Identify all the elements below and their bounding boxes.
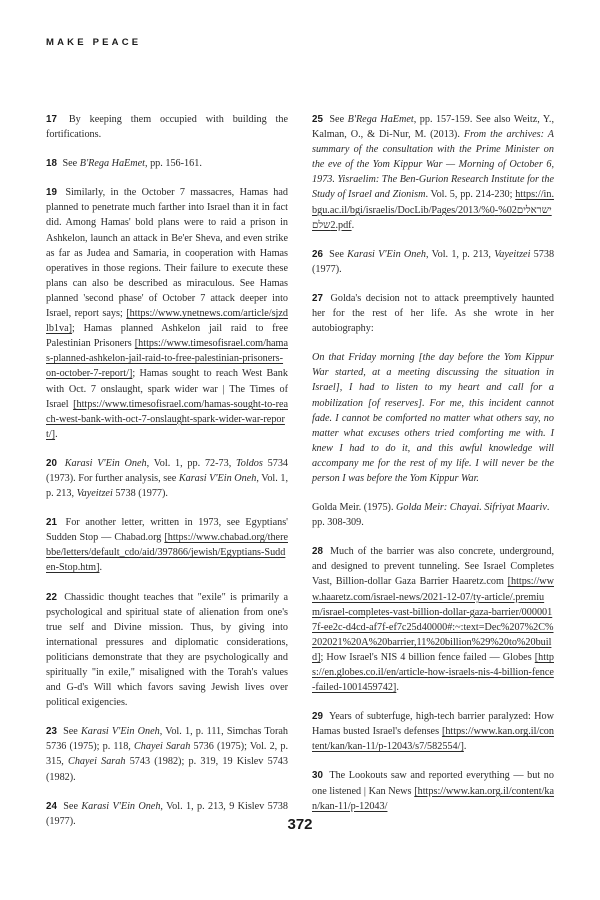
footnote-number: 26	[312, 248, 323, 260]
footnote-text: 5734 (1973). For further analysis, see	[46, 457, 289, 484]
footnote-text: ; How Israel's NIS 4 billion fence failed — Globes	[320, 651, 532, 663]
quote-citation	[312, 500, 554, 530]
footnote-text: , Vol. 1, p. 111, Simchas Torah 5736 (1975); p. 118,	[46, 726, 289, 753]
footnote-title: Chayei Sarah	[134, 741, 191, 753]
footnote-link[interactable]: https://in.bgu.ac.il/bgi/israelis/DocLib/Pages/2013/ישראלים%02-%02שלם.pdf	[312, 189, 554, 231]
footnote-text: 5738 (1977).	[312, 248, 555, 275]
footnote-27	[312, 291, 554, 336]
footnote-26	[312, 247, 554, 277]
footnote-text: Golda's decision not to attack preemptively haunted her for the rest of her life. As she wrote in her autobiography:	[312, 292, 555, 335]
citation-text: Golda Meir. (1975).	[312, 502, 394, 514]
footnote-28	[312, 544, 554, 695]
footnote-text: , pp. 157-159. See also Weitz, Y., Kalman, O., & Di-Nur, M. (2013).	[312, 114, 555, 141]
running-header: MAKE PEACE	[46, 37, 142, 48]
citation-title: Golda Meir: Chayai. Sifriyat Maariv	[396, 502, 547, 514]
footnote-link[interactable]: [https://www.ynetnews.com/article/sjzdlb1va]	[46, 308, 289, 335]
footnote-text: ; Hamas planned Ashkelon jail raid to free Palestinian Prisoners	[46, 323, 288, 350]
footnote-22	[46, 590, 288, 711]
footnote-19	[46, 185, 288, 442]
footnote-link[interactable]: [https://en.globes.co.il/en/article-how-israels-nis-4-billion-fence-failed-1001459742]	[312, 651, 554, 694]
footnote-number: 19	[46, 187, 57, 199]
footnote-link[interactable]: [https://www.haaretz.com/israel-news/2021-12-07/ty-article/.premium/israel-completes-vast-billion-dollar-gaza-barrier/0000017f-ee2c-d4cd-af7f-ef7c25d40000#:~:text=Dec%207%2C%202021%20A%20barrier,11%20billion%29%20to%20build]	[312, 576, 554, 663]
footnote-text: Chassidic thought teaches that "exile" is primarily a psychological and spiritual state of alienation from one's true self and Divine mission. Thus, by giving into international pressures and diplomatic considerations, politicians demonstrate that they are psychologically and spiritually "in exile," misaligned with the Torah's values and G-d's Will which favors saving Jewish lives over political exigencies.	[46, 591, 288, 709]
footnote-text: .	[463, 741, 467, 753]
footnote-title: Chayei Sarah	[68, 756, 126, 768]
footnote-text: , pp. 156-161.	[144, 158, 202, 170]
footnote-text: .	[55, 428, 58, 440]
footnote-number: 25	[312, 114, 323, 125]
footnote-number: 22	[46, 591, 57, 603]
footnote-number: 21	[46, 517, 57, 529]
footnote-title: Karasi V'Ein Oneh	[81, 726, 160, 738]
footnote-text: See	[63, 800, 78, 812]
footnote-text: By keeping them occupied with building the fortifications.	[46, 114, 289, 141]
footnote-text: . Vol. 5, pp. 214-230;	[425, 189, 513, 201]
footnote-title: Karasi V'Ein Oneh	[81, 800, 161, 812]
footnote-text: 5736 (1975); Vol. 2, p. 315,	[46, 741, 288, 768]
footnotes-right-column	[312, 112, 554, 828]
footnote-text: Much of the barrier was also concrete, underground, and designed to prevent tunneling. See Israel Completes Vast, Billion-dollar Gaza Barrier Haaretz.com	[312, 546, 555, 588]
footnote-title: Karasi V'Ein Oneh	[347, 248, 426, 260]
footnote-number: 20	[46, 457, 57, 469]
footnote-text: 5743 (1982); p. 319, 19 Kislev 5743 (1982).	[46, 756, 288, 783]
footnote-link[interactable]: [https://www.timesofisrael.com/hamas-planned-ashkelon-jail-raid-to-free-palestinian-prisoners-on-october-7-report/]	[46, 338, 288, 380]
footnote-number: 23	[46, 726, 57, 738]
footnote-text: The Lookouts saw and reported everything — but no one listened | Kan News	[312, 770, 554, 797]
footnote-text: Years of subterfuge, high-tech barrier paralyzed: How Hamas busted Israel's defenses	[312, 711, 554, 738]
footnote-text: .	[351, 219, 355, 231]
footnote-17	[46, 112, 288, 142]
footnote-text: ; Hamas sought to reach West Bank with Oct. 7 onslaught, spark wider war | The Times of Israel	[46, 368, 288, 410]
footnote-title: Karasi V'Ein Oneh	[64, 457, 147, 469]
footnote-title: Toldos	[236, 457, 263, 469]
footnote-text: See	[63, 726, 78, 738]
footnote-text: For another letter, written in 1973, see Egyptians' Sudden Stop — Chabad.org	[46, 517, 289, 544]
footnote-link[interactable]: [https://www.kan.org.il/content/kan/kan-11/p-12043/s7/582554/]	[312, 726, 554, 753]
footnote-link[interactable]: [https://www.chabad.org/therebbe/letters/default_cdo/aid/397866/jewish/Egyptians-Sudden-Stop.htm]	[46, 532, 288, 574]
footnote-number: 28	[312, 546, 323, 558]
footnote-text: .	[99, 562, 103, 574]
footnote-number: 18	[46, 158, 57, 170]
footnote-title: Karasi V'Ein Oneh	[178, 472, 257, 484]
footnote-20	[46, 456, 288, 501]
footnote-text: , Vol. 1, p. 213, 9 Kislev 5738 (1977).	[46, 800, 288, 827]
footnote-text: See	[62, 158, 78, 170]
footnote-30	[312, 768, 554, 813]
footnote-25	[312, 112, 554, 233]
footnote-text: .	[396, 682, 399, 694]
footnote-title: From the archives: A summary of the consultation with the Prime Minister on the eve of the Yom Kippur War — Morning of October 6, 1973. Yisraelim: The Ben-Gurion Research Institute for the Study of Israel and Zionism	[312, 129, 555, 201]
block-quote: On that Friday morning [the day before the Yom Kippur War started, at a meeting discussing the situation in Israel], I had to listen to my heart and call for a mobilization [of reserves]. For me, this incident cannot fade. I cannot be comforted no matter what others say, no matter what excuses others tried comforting me with. I knew I had to do it, and this awful knowledge will accompany me for the rest of my life. I will never be the person I was before the Yom Kippur War.	[312, 352, 554, 484]
footnote-number: 27	[312, 292, 323, 304]
footnote-number: 24	[46, 800, 57, 812]
footnote-text: , Vol. 1, p. 213,	[425, 248, 491, 260]
footnote-text: See	[329, 248, 344, 260]
footnote-number: 17	[46, 114, 57, 125]
footnote-link[interactable]: [https://www.kan.org.il/content/kan/kan-11/p-12043/	[312, 785, 555, 812]
footnote-number: 29	[312, 711, 323, 723]
footnote-link[interactable]: [https://www.timesofisrael.com/hamas-sought-to-reach-west-bank-with-oct-7-onslaught-spark-wider-war-report/]	[46, 398, 288, 440]
footnote-21	[46, 515, 288, 575]
footnote-title: Vayeitzei	[76, 488, 113, 500]
page-number: 372	[287, 816, 313, 833]
footnote-title: B'Rega HaEmet	[347, 114, 414, 125]
footnote-text: 5738 (1977).	[115, 488, 168, 500]
footnote-text: , Vol. 1, pp. 72-73,	[146, 457, 232, 469]
footnote-text: See	[329, 114, 345, 125]
footnote-text: Similarly, in the October 7 massacres, Hamas had planned to penetrate much farther into Israel than it in fact did. Among Hamas' bold plans were to raid a prison in Ashkelon, launch an attack in Be'er Sheva, and even strike as far as Judea and Samaria, in cooperation with Hamas operatives in those regions. Their failure to execute these plans can also be described as miraculous. See Hamas planned 'second phase' of October 7 attack deeper into Israel, report says;	[46, 187, 289, 320]
footnote-number: 30	[312, 770, 323, 782]
footnote-text: , Vol. 1, p. 213,	[46, 472, 289, 500]
footnote-29	[312, 709, 554, 754]
footnote-23	[46, 724, 288, 784]
footnote-title: Vayeitzei	[494, 248, 531, 260]
footnotes-left-column	[46, 112, 288, 843]
footnote-18	[46, 156, 288, 171]
footnote-title: B'Rega HaEmet	[79, 158, 145, 170]
citation-text: . pp. 308-309.	[312, 502, 550, 529]
